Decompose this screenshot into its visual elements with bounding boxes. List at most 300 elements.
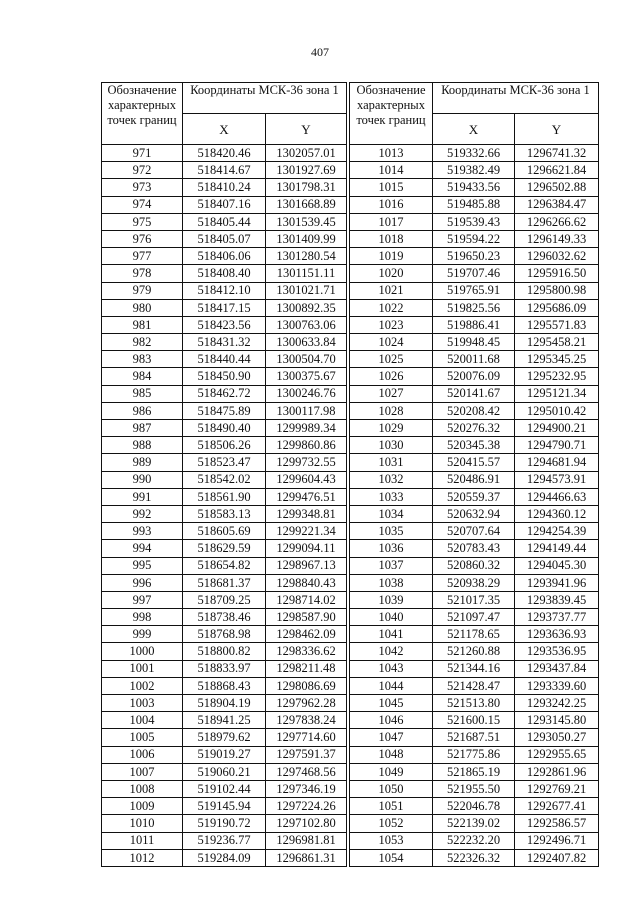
x-coordinate-cell: 518523.47: [183, 454, 266, 471]
x-coordinate-cell: 520076.09: [433, 368, 515, 385]
point-id-cell: 1038: [350, 574, 433, 591]
y-coordinate-cell: 1294790.71: [515, 437, 599, 454]
table-row: [102, 591, 347, 608]
table-row: [350, 660, 599, 677]
y-coordinate-cell: 1298462.09: [266, 626, 347, 643]
table-row: [350, 213, 599, 230]
y-coordinate-cell: 1299860.86: [266, 437, 347, 454]
x-coordinate-cell: 519102.44: [183, 780, 266, 797]
table-row: [102, 660, 347, 677]
x-coordinate-cell: 518868.43: [183, 677, 266, 694]
table-row: [102, 351, 347, 368]
table-row: [102, 677, 347, 694]
x-coordinate-cell: 519765.91: [433, 282, 515, 299]
point-id-cell: 1006: [102, 746, 183, 763]
x-coordinate-cell: 520559.37: [433, 488, 515, 505]
point-id-cell: 1014: [350, 162, 433, 179]
point-id-cell: 982: [102, 334, 183, 351]
table-row: [350, 540, 599, 557]
table-row: [350, 162, 599, 179]
x-coordinate-cell: 519284.09: [183, 849, 266, 866]
table-body-right: [350, 145, 599, 867]
y-coordinate-cell: 1293536.95: [515, 643, 599, 660]
table-row: [350, 780, 599, 797]
point-id-cell: 999: [102, 626, 183, 643]
y-coordinate-cell: 1296861.31: [266, 849, 347, 866]
point-id-cell: 986: [102, 402, 183, 419]
x-coordinate-cell: 521344.16: [433, 660, 515, 677]
x-coordinate-cell: 519539.43: [433, 213, 515, 230]
table-row: [350, 299, 599, 316]
designation-header: Обозначение характерных точек границ: [102, 83, 183, 145]
y-coordinate-cell: 1298336.62: [266, 643, 347, 660]
y-coordinate-cell: 1297838.24: [266, 712, 347, 729]
table-row: [102, 162, 347, 179]
point-id-cell: 981: [102, 316, 183, 333]
x-coordinate-cell: 519019.27: [183, 746, 266, 763]
table-row: [102, 334, 347, 351]
table-row: [102, 695, 347, 712]
point-id-cell: 1047: [350, 729, 433, 746]
point-id-cell: 1031: [350, 454, 433, 471]
point-id-cell: 1033: [350, 488, 433, 505]
x-coordinate-cell: 520707.64: [433, 523, 515, 540]
y-coordinate-cell: 1295571.83: [515, 316, 599, 333]
x-coordinate-cell: 520938.29: [433, 574, 515, 591]
point-id-cell: 1022: [350, 299, 433, 316]
y-coordinate-cell: 1292769.21: [515, 780, 599, 797]
y-coordinate-cell: 1296981.81: [266, 832, 347, 849]
table-row: [350, 574, 599, 591]
table-row: [350, 677, 599, 694]
y-coordinate-cell: 1300117.98: [266, 402, 347, 419]
table-row: [350, 454, 599, 471]
y-coordinate-cell: 1293145.80: [515, 712, 599, 729]
table-row: [350, 282, 599, 299]
y-coordinate-cell: 1300375.67: [266, 368, 347, 385]
x-coordinate-cell: 519145.94: [183, 798, 266, 815]
point-id-cell: 1013: [350, 145, 433, 162]
point-id-cell: 1015: [350, 179, 433, 196]
point-id-cell: 1016: [350, 196, 433, 213]
table-row: [350, 815, 599, 832]
point-id-cell: 1052: [350, 815, 433, 832]
x-coordinate-cell: 518941.25: [183, 712, 266, 729]
x-coordinate-cell: 521687.51: [433, 729, 515, 746]
x-coordinate-cell: 521260.88: [433, 643, 515, 660]
x-column-header: X: [183, 114, 266, 145]
point-id-cell: 1005: [102, 729, 183, 746]
x-coordinate-cell: 519650.23: [433, 248, 515, 265]
point-id-cell: 994: [102, 540, 183, 557]
point-id-cell: 1002: [102, 677, 183, 694]
point-id-cell: 1007: [102, 763, 183, 780]
x-coordinate-cell: 521775.86: [433, 746, 515, 763]
table-row: [350, 420, 599, 437]
point-id-cell: 1011: [102, 832, 183, 849]
point-id-cell: 1003: [102, 695, 183, 712]
x-coordinate-cell: 520141.67: [433, 385, 515, 402]
table-row: [350, 763, 599, 780]
y-coordinate-cell: 1293242.25: [515, 695, 599, 712]
point-id-cell: 1048: [350, 746, 433, 763]
x-coordinate-cell: 521955.50: [433, 780, 515, 797]
point-id-cell: 1008: [102, 780, 183, 797]
y-coordinate-cell: 1292586.57: [515, 815, 599, 832]
table-row: [350, 712, 599, 729]
x-coordinate-cell: 518408.40: [183, 265, 266, 282]
x-coordinate-cell: 520276.32: [433, 420, 515, 437]
table-row: [102, 299, 347, 316]
y-coordinate-cell: 1295458.21: [515, 334, 599, 351]
y-coordinate-cell: 1293437.84: [515, 660, 599, 677]
y-coordinate-cell: 1292407.82: [515, 849, 599, 866]
point-id-cell: 1001: [102, 660, 183, 677]
table-row: [350, 746, 599, 763]
x-coordinate-cell: 518605.69: [183, 523, 266, 540]
table-body-left: [102, 145, 347, 867]
coordinate-system-header: Координаты МСК-36 зона 1: [433, 83, 599, 114]
point-id-cell: 1050: [350, 780, 433, 797]
point-id-cell: 1054: [350, 849, 433, 866]
table-row: [102, 798, 347, 815]
y-coordinate-cell: 1299094.11: [266, 540, 347, 557]
x-coordinate-cell: 519060.21: [183, 763, 266, 780]
table-row: [102, 712, 347, 729]
x-coordinate-cell: 518506.26: [183, 437, 266, 454]
x-coordinate-cell: 522232.20: [433, 832, 515, 849]
x-coordinate-cell: 519886.41: [433, 316, 515, 333]
y-coordinate-cell: 1301280.54: [266, 248, 347, 265]
table-row: [350, 230, 599, 247]
table-row: [350, 849, 599, 866]
y-coordinate-cell: 1301409.99: [266, 230, 347, 247]
y-coordinate-cell: 1293636.93: [515, 626, 599, 643]
point-id-cell: 1010: [102, 815, 183, 832]
y-coordinate-cell: 1297714.60: [266, 729, 347, 746]
x-coordinate-cell: 520011.68: [433, 351, 515, 368]
table-row: [102, 230, 347, 247]
x-coordinate-cell: 518423.56: [183, 316, 266, 333]
y-coordinate-cell: 1301798.31: [266, 179, 347, 196]
table-row: [350, 609, 599, 626]
y-coordinate-cell: 1294466.63: [515, 488, 599, 505]
y-coordinate-cell: 1294900.21: [515, 420, 599, 437]
y-coordinate-cell: 1292496.71: [515, 832, 599, 849]
point-id-cell: 987: [102, 420, 183, 437]
table-row: [102, 849, 347, 866]
table-row: [350, 505, 599, 522]
table-row: [102, 213, 347, 230]
y-coordinate-cell: 1296741.32: [515, 145, 599, 162]
point-id-cell: 1041: [350, 626, 433, 643]
x-coordinate-cell: 518681.37: [183, 574, 266, 591]
y-coordinate-cell: 1301927.69: [266, 162, 347, 179]
x-coordinate-cell: 518475.89: [183, 402, 266, 419]
x-coordinate-cell: 518406.06: [183, 248, 266, 265]
point-id-cell: 1036: [350, 540, 433, 557]
x-coordinate-cell: 518833.97: [183, 660, 266, 677]
table-row: [102, 505, 347, 522]
x-coordinate-cell: 518431.32: [183, 334, 266, 351]
y-coordinate-cell: 1301021.71: [266, 282, 347, 299]
y-coordinate-cell: 1292955.65: [515, 746, 599, 763]
x-coordinate-cell: 518407.16: [183, 196, 266, 213]
x-coordinate-cell: 518561.90: [183, 488, 266, 505]
x-coordinate-cell: 519332.66: [433, 145, 515, 162]
point-id-cell: 1045: [350, 695, 433, 712]
point-id-cell: 1044: [350, 677, 433, 694]
table-row: [350, 626, 599, 643]
y-coordinate-cell: 1302057.01: [266, 145, 347, 162]
y-coordinate-cell: 1292861.96: [515, 763, 599, 780]
point-id-cell: 1030: [350, 437, 433, 454]
x-coordinate-cell: 520783.43: [433, 540, 515, 557]
table-row: [102, 557, 347, 574]
point-id-cell: 995: [102, 557, 183, 574]
y-coordinate-cell: 1297468.56: [266, 763, 347, 780]
point-id-cell: 1037: [350, 557, 433, 574]
x-coordinate-cell: 518414.67: [183, 162, 266, 179]
x-coordinate-cell: 518405.07: [183, 230, 266, 247]
x-coordinate-cell: 518979.62: [183, 729, 266, 746]
point-id-cell: 1043: [350, 660, 433, 677]
table-row: [102, 385, 347, 402]
y-coordinate-cell: 1295345.25: [515, 351, 599, 368]
x-coordinate-cell: 518583.13: [183, 505, 266, 522]
x-coordinate-cell: 521600.15: [433, 712, 515, 729]
table-row: [102, 454, 347, 471]
point-id-cell: 1028: [350, 402, 433, 419]
y-coordinate-cell: 1293339.60: [515, 677, 599, 694]
table-row: [102, 763, 347, 780]
table-row: [102, 196, 347, 213]
table-row: [102, 643, 347, 660]
table-row: [102, 265, 347, 282]
x-coordinate-cell: 518417.15: [183, 299, 266, 316]
table-row: [102, 316, 347, 333]
point-id-cell: 989: [102, 454, 183, 471]
table-row: [350, 368, 599, 385]
point-id-cell: 1026: [350, 368, 433, 385]
y-coordinate-cell: 1298840.43: [266, 574, 347, 591]
y-coordinate-cell: 1295232.95: [515, 368, 599, 385]
y-coordinate-cell: 1297102.80: [266, 815, 347, 832]
point-id-cell: 1027: [350, 385, 433, 402]
x-coordinate-cell: 521865.19: [433, 763, 515, 780]
table-row: [102, 626, 347, 643]
table-row: [350, 437, 599, 454]
point-id-cell: 984: [102, 368, 183, 385]
y-coordinate-cell: 1300763.06: [266, 316, 347, 333]
table-row: [350, 179, 599, 196]
x-coordinate-cell: 520415.57: [433, 454, 515, 471]
table-row: [102, 746, 347, 763]
table-row: [102, 471, 347, 488]
x-coordinate-cell: 519707.46: [433, 265, 515, 282]
y-column-header: Y: [266, 114, 347, 145]
table-row: [350, 832, 599, 849]
x-coordinate-cell: 518542.02: [183, 471, 266, 488]
point-id-cell: 1019: [350, 248, 433, 265]
point-id-cell: 977: [102, 248, 183, 265]
point-id-cell: 991: [102, 488, 183, 505]
table-row: [350, 402, 599, 419]
x-coordinate-cell: 520632.94: [433, 505, 515, 522]
point-id-cell: 988: [102, 437, 183, 454]
table-row: [102, 574, 347, 591]
x-coordinate-cell: 518440.44: [183, 351, 266, 368]
y-coordinate-cell: 1296266.62: [515, 213, 599, 230]
x-coordinate-cell: 519382.49: [433, 162, 515, 179]
x-coordinate-cell: 521178.65: [433, 626, 515, 643]
coordinate-system-header: Координаты МСК-36 зона 1: [183, 83, 347, 114]
y-coordinate-cell: 1293737.77: [515, 609, 599, 626]
point-id-cell: 1020: [350, 265, 433, 282]
table-row: [350, 695, 599, 712]
x-coordinate-cell: 518654.82: [183, 557, 266, 574]
y-coordinate-cell: 1298587.90: [266, 609, 347, 626]
table-row: [350, 351, 599, 368]
point-id-cell: 972: [102, 162, 183, 179]
table-row: [102, 437, 347, 454]
x-coordinate-cell: 520486.91: [433, 471, 515, 488]
point-id-cell: 1049: [350, 763, 433, 780]
y-coordinate-cell: 1299604.43: [266, 471, 347, 488]
table-row: [350, 557, 599, 574]
y-column-header: Y: [515, 114, 599, 145]
point-id-cell: 1040: [350, 609, 433, 626]
y-coordinate-cell: 1299989.34: [266, 420, 347, 437]
table-row: [350, 334, 599, 351]
x-coordinate-cell: 518420.46: [183, 145, 266, 162]
x-coordinate-cell: 518410.24: [183, 179, 266, 196]
y-coordinate-cell: 1300504.70: [266, 351, 347, 368]
page-number: 407: [311, 45, 329, 59]
x-coordinate-cell: 518768.98: [183, 626, 266, 643]
y-coordinate-cell: 1295800.98: [515, 282, 599, 299]
y-coordinate-cell: 1297591.37: [266, 746, 347, 763]
point-id-cell: 1024: [350, 334, 433, 351]
y-coordinate-cell: 1295121.34: [515, 385, 599, 402]
table-row: [350, 798, 599, 815]
y-coordinate-cell: 1295010.42: [515, 402, 599, 419]
table-row: [350, 591, 599, 608]
point-id-cell: 993: [102, 523, 183, 540]
table-row: [350, 523, 599, 540]
table-row: [350, 385, 599, 402]
y-coordinate-cell: 1295686.09: [515, 299, 599, 316]
x-coordinate-cell: 518462.72: [183, 385, 266, 402]
y-coordinate-cell: 1297962.28: [266, 695, 347, 712]
x-coordinate-cell: 518709.25: [183, 591, 266, 608]
x-coordinate-cell: 520860.32: [433, 557, 515, 574]
x-coordinate-cell: 518405.44: [183, 213, 266, 230]
table-row: [350, 643, 599, 660]
point-id-cell: 974: [102, 196, 183, 213]
table-row: [350, 471, 599, 488]
point-id-cell: 992: [102, 505, 183, 522]
x-coordinate-cell: 522326.32: [433, 849, 515, 866]
y-coordinate-cell: 1299221.34: [266, 523, 347, 540]
y-coordinate-cell: 1295916.50: [515, 265, 599, 282]
y-coordinate-cell: 1301539.45: [266, 213, 347, 230]
x-coordinate-cell: 519948.45: [433, 334, 515, 351]
y-coordinate-cell: 1294254.39: [515, 523, 599, 540]
x-coordinate-cell: 518450.90: [183, 368, 266, 385]
designation-header: Обозначение характерных точек границ: [350, 83, 433, 145]
table-row: [102, 368, 347, 385]
table-row: [102, 248, 347, 265]
y-coordinate-cell: 1294681.94: [515, 454, 599, 471]
coordinates-table-right: [349, 82, 599, 867]
y-coordinate-cell: 1294045.30: [515, 557, 599, 574]
y-coordinate-cell: 1294573.91: [515, 471, 599, 488]
table-row: [102, 609, 347, 626]
x-coordinate-cell: 519190.72: [183, 815, 266, 832]
x-coordinate-cell: 521513.80: [433, 695, 515, 712]
point-id-cell: 1004: [102, 712, 183, 729]
y-coordinate-cell: 1301151.11: [266, 265, 347, 282]
point-id-cell: 1023: [350, 316, 433, 333]
point-id-cell: 973: [102, 179, 183, 196]
table-row: [102, 729, 347, 746]
point-id-cell: 1018: [350, 230, 433, 247]
point-id-cell: 1017: [350, 213, 433, 230]
x-coordinate-cell: 518412.10: [183, 282, 266, 299]
table-row: [350, 488, 599, 505]
y-coordinate-cell: 1294149.44: [515, 540, 599, 557]
x-coordinate-cell: 521097.47: [433, 609, 515, 626]
y-coordinate-cell: 1298086.69: [266, 677, 347, 694]
table-row: [350, 248, 599, 265]
y-coordinate-cell: 1293941.96: [515, 574, 599, 591]
point-id-cell: 1012: [102, 849, 183, 866]
table-row: [102, 540, 347, 557]
point-id-cell: 1034: [350, 505, 433, 522]
point-id-cell: 1025: [350, 351, 433, 368]
table-row: [102, 282, 347, 299]
table-row: [102, 402, 347, 419]
table-row: [102, 488, 347, 505]
table-row: [350, 196, 599, 213]
table-row: [102, 832, 347, 849]
y-coordinate-cell: 1294360.12: [515, 505, 599, 522]
table-row: [350, 316, 599, 333]
y-coordinate-cell: 1298211.48: [266, 660, 347, 677]
x-coordinate-cell: 518800.82: [183, 643, 266, 660]
x-coordinate-cell: 518738.46: [183, 609, 266, 626]
y-coordinate-cell: 1298967.13: [266, 557, 347, 574]
y-coordinate-cell: 1300633.84: [266, 334, 347, 351]
point-id-cell: 976: [102, 230, 183, 247]
y-coordinate-cell: 1299732.55: [266, 454, 347, 471]
y-coordinate-cell: 1300246.76: [266, 385, 347, 402]
y-coordinate-cell: 1296032.62: [515, 248, 599, 265]
point-id-cell: 1032: [350, 471, 433, 488]
point-id-cell: 983: [102, 351, 183, 368]
point-id-cell: 975: [102, 213, 183, 230]
y-coordinate-cell: 1296384.47: [515, 196, 599, 213]
y-coordinate-cell: 1300892.35: [266, 299, 347, 316]
y-coordinate-cell: 1296621.84: [515, 162, 599, 179]
point-id-cell: 985: [102, 385, 183, 402]
x-coordinate-cell: 520208.42: [433, 402, 515, 419]
table-row: [102, 815, 347, 832]
table-row: [102, 780, 347, 797]
y-coordinate-cell: 1292677.41: [515, 798, 599, 815]
y-coordinate-cell: 1301668.89: [266, 196, 347, 213]
